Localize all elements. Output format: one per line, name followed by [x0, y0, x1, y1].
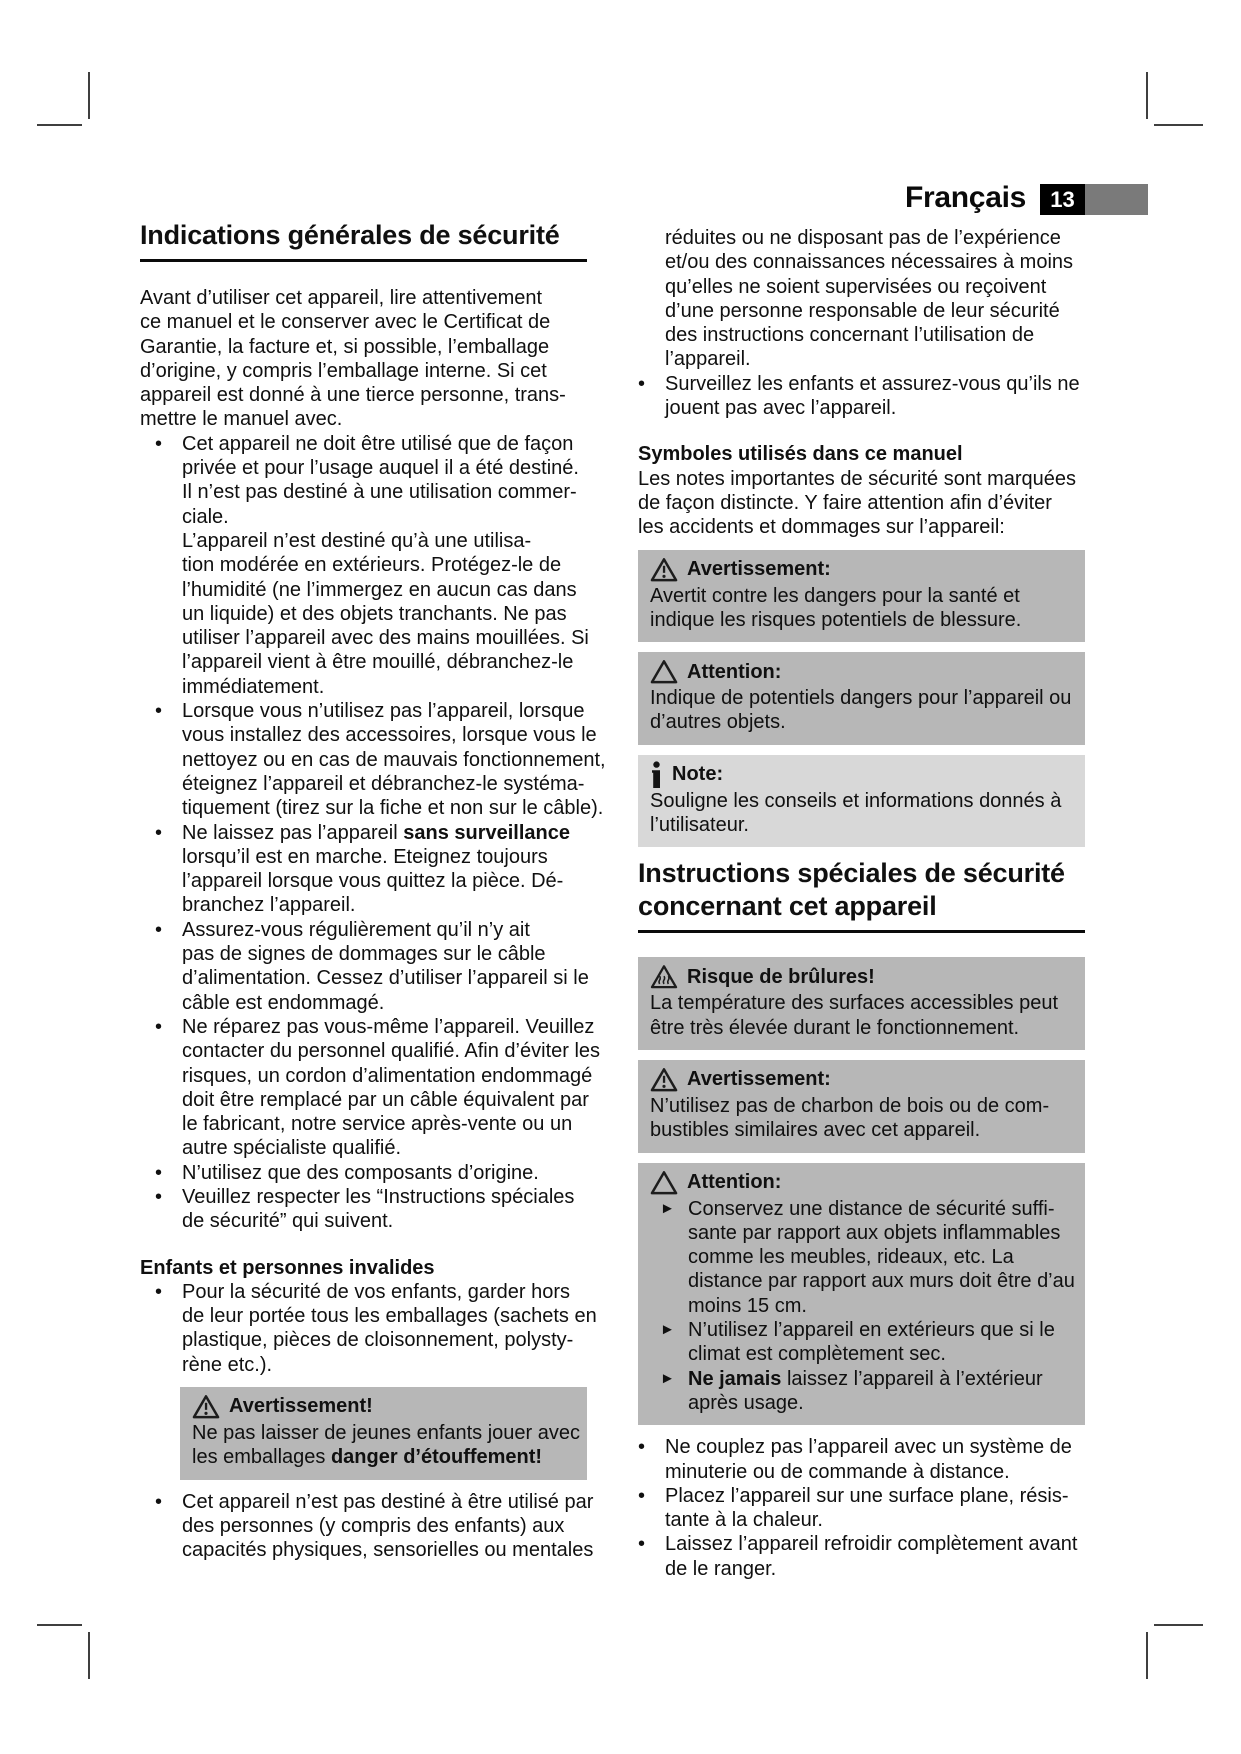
- bullet-line: Ne laissez pas l’appareil sans surveillance: [182, 821, 571, 844]
- arrow-item-line: comme les meubles, rideaux, etc. La: [688, 1246, 1014, 1269]
- notice-box-attention: [638, 1163, 1085, 1426]
- bullet-marker: •: [638, 1436, 646, 1459]
- notice-box-title: [650, 963, 1073, 990]
- notice-box-line: La température des surfaces accessibles peut: [650, 992, 1058, 1015]
- bullet-line: des personnes (y compris des enfants) aux: [182, 1514, 565, 1537]
- arrow-item-line: N’utilisez l’appareil en extérieurs que si le: [688, 1319, 1055, 1342]
- notice-box-title-text: Risque de brûlures!: [687, 965, 875, 988]
- bullet-line: éteignez l’appareil et débranchez-le systéma-: [182, 772, 585, 795]
- bullet-line: tiquement (tirez sur la fiche et non sur le câble).: [182, 797, 604, 820]
- bullet-item: [638, 1532, 1085, 1581]
- bullet-line: l’appareil vient à être mouillé, débranchez-le: [182, 651, 574, 674]
- section-heading-line: concernant cet appareil: [638, 891, 937, 922]
- notice-box-note: [638, 755, 1085, 848]
- bullet-item: [140, 918, 587, 1015]
- paragraph-line: l’appareil.: [665, 348, 751, 371]
- bullet-marker: •: [155, 432, 163, 455]
- bullet-marker: •: [155, 918, 163, 941]
- subsection-heading: Enfants et personnes invalides: [140, 1256, 435, 1279]
- bullet-marker: •: [155, 1161, 163, 1184]
- notice-box-avertissement: [638, 1060, 1085, 1153]
- bullet-line: Surveillez les enfants et assurez-vous qu’ils ne: [665, 372, 1080, 395]
- arrow-item: [650, 1318, 1073, 1367]
- arrow-item-line: Conservez une distance de sécurité suffi-: [688, 1197, 1055, 1220]
- paragraph-line: appareil est donné à une tierce personne, trans-: [140, 384, 566, 407]
- bullet-line: doit être remplacé par un câble équivalent par: [182, 1088, 589, 1111]
- bullet-line: minuterie ou de commande à distance.: [665, 1460, 1010, 1483]
- bullet-line: L’appareil n’est destiné qu’à une utilisa-: [182, 529, 532, 552]
- attention-triangle-icon: [650, 1170, 678, 1195]
- bullet-line: rène etc.).: [182, 1353, 273, 1376]
- paragraph: [140, 286, 587, 432]
- hot-surface-icon: [650, 964, 678, 989]
- notice-box-title-text: Avertissement!: [229, 1395, 373, 1418]
- bullet-item: [140, 432, 587, 699]
- bullet-item: [140, 1490, 594, 1563]
- notice-box-title: [650, 658, 1073, 685]
- crop-mark-bottom-right-vertical: [1146, 1632, 1148, 1679]
- paragraph-line: qu’elles ne soient supervisées ou reçoivent: [665, 275, 1047, 298]
- bullet-item: [140, 1280, 597, 1377]
- notice-box-title-text: Attention:: [687, 660, 782, 683]
- notice-box-line: être très élevée durant le fonctionnement.: [650, 1016, 1020, 1039]
- paragraph-line: mettre le manuel avec.: [140, 408, 343, 431]
- attention-triangle-icon: [650, 659, 678, 684]
- arrow-marker: ►: [660, 1199, 675, 1217]
- bullet-line: branchez l’appareil.: [182, 894, 356, 917]
- arrow-item-line: sante par rapport aux objets inflammables: [688, 1221, 1061, 1244]
- page-number-badge: [1040, 184, 1085, 215]
- notice-box-line: N’utilisez pas de charbon de bois ou de com-: [650, 1094, 1050, 1117]
- crop-mark-bottom-right-horizontal: [1154, 1624, 1203, 1626]
- bullet-line: un liquide) et des objets tranchants. Ne pas: [182, 602, 567, 625]
- paragraph-line: des instructions concernant l’utilisation de: [665, 324, 1035, 347]
- notice-box-line: Ne pas laisser de jeunes enfants jouer avec: [192, 1422, 581, 1445]
- crop-mark-bottom-left-vertical: [88, 1632, 90, 1679]
- crop-mark-bottom-left-horizontal: [37, 1624, 82, 1626]
- bullet-line: de le ranger.: [665, 1557, 777, 1580]
- notice-box-title: [650, 1169, 1073, 1196]
- bullet-item: [638, 1435, 1085, 1484]
- notice-box-line: les emballages danger d’étouffement!: [192, 1446, 543, 1469]
- section-heading-line: Indications générales de sécurité: [140, 220, 560, 250]
- arrow-item-line: après usage.: [688, 1391, 804, 1414]
- arrow-item: [650, 1367, 1073, 1416]
- bullet-line: privée et pour l’usage auquel il a été destiné.: [182, 457, 579, 480]
- bullet-line: ciale.: [182, 505, 229, 528]
- bullet-line: Placez l’appareil sur une surface plane, résis-: [665, 1484, 1069, 1507]
- arrow-item-line: climat est complètement sec.: [688, 1343, 946, 1366]
- notice-box-risque-de-brulures: [638, 957, 1085, 1050]
- bullet-line: Ne couplez pas l’appareil avec un système de: [665, 1436, 1072, 1459]
- warning-exclamation-icon: [650, 1067, 678, 1092]
- arrow-item-line: moins 15 cm.: [688, 1294, 807, 1317]
- paragraph-line: et/ou des connaissances nécessaires à moins: [665, 251, 1074, 274]
- bullet-marker: •: [155, 1185, 163, 1208]
- notice-box-avertissement: [638, 550, 1085, 643]
- bullet-line: Pour la sécurité de vos enfants, garder hors: [182, 1280, 570, 1303]
- bullet-line: le fabricant, notre service après-vente ou un: [182, 1113, 573, 1136]
- bullet-line: N’utilisez que des composants d’origine.: [182, 1161, 539, 1184]
- bullet-item: [638, 372, 1085, 421]
- paragraph-line: Les notes importantes de sécurité sont marquées: [638, 467, 1077, 490]
- left-column: [140, 219, 606, 1563]
- paragraph-line: Garantie, la facture et, si possible, l’emballage: [140, 335, 550, 358]
- section-heading: [638, 857, 1085, 933]
- bullet-line: Il n’est pas destiné à une utilisation commer-: [182, 481, 577, 504]
- notice-box-title: [650, 761, 1073, 788]
- bullet-line: Assurez-vous régulièrement qu’il n’y ait: [182, 918, 530, 941]
- notice-box-title: [650, 1066, 1073, 1093]
- notice-box-attention: [638, 652, 1085, 745]
- bullet-line: immédiatement.: [182, 675, 325, 698]
- bullet-line: lorsqu’il est en marche. Eteignez toujours: [182, 845, 548, 868]
- paragraph-line: les accidents et dommages sur l’appareil:: [638, 516, 1005, 539]
- bullet-line: tante à la chaleur.: [665, 1509, 823, 1532]
- bullet-line: Laissez l’appareil refroidir complètement avant: [665, 1533, 1078, 1556]
- bullet-line: de leur portée tous les emballages (sachets en: [182, 1305, 597, 1328]
- notice-box-line: indique les risques potentiels de blessure.: [650, 608, 1022, 631]
- bullet-list: [140, 1280, 597, 1377]
- notice-box-line: Avertit contre les dangers pour la santé et: [650, 584, 1020, 607]
- bullet-line: nettoyez ou en cas de mauvais fonctionnement,: [182, 748, 606, 771]
- crop-mark-top-right-horizontal: [1154, 124, 1203, 126]
- notice-box-title-text: Avertissement:: [687, 1068, 831, 1091]
- bullet-item: [140, 821, 587, 918]
- paragraph-line: réduites ou ne disposant pas de l’expérience: [665, 227, 1061, 249]
- arrow-item-line: Ne jamais laissez l’appareil à l’extérieur: [688, 1367, 1043, 1390]
- bullet-line: Ne réparez pas vous-même l’appareil. Veuillez: [182, 1015, 595, 1038]
- bullet-marker: •: [155, 700, 163, 723]
- bullet-line: de sécurité” qui suivent.: [182, 1210, 394, 1233]
- bullet-line: d’alimentation. Cessez d’utiliser l’appareil si le: [182, 967, 589, 990]
- bullet-line: Cet appareil n’est pas destiné à être utilisé par: [182, 1490, 594, 1513]
- bullet-marker: •: [155, 1280, 163, 1303]
- arrow-marker: ►: [660, 1321, 675, 1339]
- note-info-icon: [650, 761, 663, 788]
- section-heading: [140, 219, 587, 262]
- bullet-line: plastique, pièces de cloisonnement, polysty-: [182, 1329, 574, 1352]
- bullet-line: l’humidité (ne l’immergez en aucun cas dans: [182, 578, 577, 601]
- bullet-list: [140, 1490, 594, 1563]
- bullet-marker: •: [638, 1484, 646, 1507]
- arrow-item-line: distance par rapport aux murs doit être d’au: [688, 1270, 1075, 1293]
- crop-mark-top-left-horizontal: [37, 124, 82, 126]
- bullet-line: vous installez des accessoires, lorsque vous le: [182, 724, 597, 747]
- paragraph-line: Avant d’utiliser cet appareil, lire attentivement: [140, 287, 543, 309]
- page-language-label: Français: [905, 181, 1026, 214]
- bullet-line: capacités physiques, sensorielles ou mentales: [182, 1539, 594, 1562]
- page-number-bar: [1085, 184, 1148, 215]
- notice-box-line: bustibles similaires avec cet appareil.: [650, 1119, 981, 1142]
- bullet-item: [140, 1161, 587, 1185]
- bullet-line: câble est endommagé.: [182, 991, 385, 1014]
- arrow-item: [650, 1197, 1073, 1318]
- bullet-marker: •: [155, 1015, 163, 1038]
- paragraph: [638, 226, 1085, 372]
- arrow-marker: ►: [660, 1369, 675, 1387]
- bullet-line: autre spécialiste qualifié.: [182, 1137, 402, 1160]
- subsection-heading: Symboles utilisés dans ce manuel: [638, 443, 963, 466]
- notice-box-line: l’utilisateur.: [650, 814, 749, 837]
- warning-exclamation-icon: [650, 557, 678, 582]
- bullet-list: [140, 432, 606, 1234]
- bullet-item: [140, 1185, 587, 1234]
- notice-box-line: Indique de potentiels dangers pour l’appareil ou: [650, 687, 1072, 710]
- notice-box-title: [650, 556, 1073, 583]
- notice-box-title-text: Note:: [672, 763, 724, 786]
- bullet-marker: •: [155, 1490, 163, 1513]
- paragraph-line: d’origine, y compris l’emballage interne. Si cet: [140, 359, 547, 382]
- paragraph-line: ce manuel et le conserver avec le Certificat de: [140, 311, 551, 334]
- crop-mark-top-left-vertical: [88, 72, 90, 119]
- bullet-list: [638, 1435, 1085, 1581]
- bullet-line: utiliser l’appareil avec des mains mouillées. Si: [182, 627, 589, 650]
- bullet-line: contacter du personnel qualifié. Afin d’éviter les: [182, 1040, 601, 1063]
- notice-box-avertissement: [180, 1387, 587, 1480]
- warning-exclamation-icon: [192, 1394, 220, 1419]
- bullet-line: Veuillez respecter les “Instructions spéciales: [182, 1185, 575, 1208]
- notice-box-title-text: Avertissement:: [687, 557, 831, 580]
- bullet-line: pas de signes de dommages sur le câble: [182, 943, 546, 966]
- bullet-list: [638, 372, 1085, 421]
- section-heading-line: Instructions spéciales de sécurité: [638, 858, 1065, 889]
- bullet-item: [140, 699, 606, 820]
- bullet-marker: •: [638, 1533, 646, 1556]
- bullet-line: jouent pas avec l’appareil.: [665, 397, 897, 420]
- bullet-item: [140, 1015, 601, 1161]
- crop-mark-top-right-vertical: [1146, 72, 1148, 119]
- notice-box-title-text: Attention:: [687, 1170, 782, 1193]
- bullet-line: l’appareil lorsque vous quittez la pièce. Dé-: [182, 870, 564, 893]
- page-number: 13: [1050, 186, 1075, 212]
- notice-box-line: d’autres objets.: [650, 711, 786, 734]
- bullet-line: risques, un cordon d’alimentation endommagé: [182, 1064, 593, 1087]
- bullet-line: Lorsque vous n’utilisez pas l’appareil, lorsque: [182, 700, 585, 723]
- notice-box-title: [192, 1393, 575, 1420]
- paragraph-line: d’une personne responsable de leur sécurité: [665, 299, 1060, 322]
- notice-box-line: Souligne les conseils et informations donnés à: [650, 789, 1062, 812]
- bullet-marker: •: [155, 821, 163, 844]
- right-column: [638, 226, 1085, 1581]
- bullet-marker: •: [638, 372, 646, 395]
- bullet-line: tion modérée en extérieurs. Protégez-le de: [182, 554, 562, 577]
- bullet-item: [638, 1484, 1085, 1533]
- bullet-line: Cet appareil ne doit être utilisé que de façon: [182, 432, 574, 455]
- paragraph-line: de façon distincte. Y faire attention afin d’éviter: [638, 491, 1052, 514]
- paragraph: [638, 467, 1085, 540]
